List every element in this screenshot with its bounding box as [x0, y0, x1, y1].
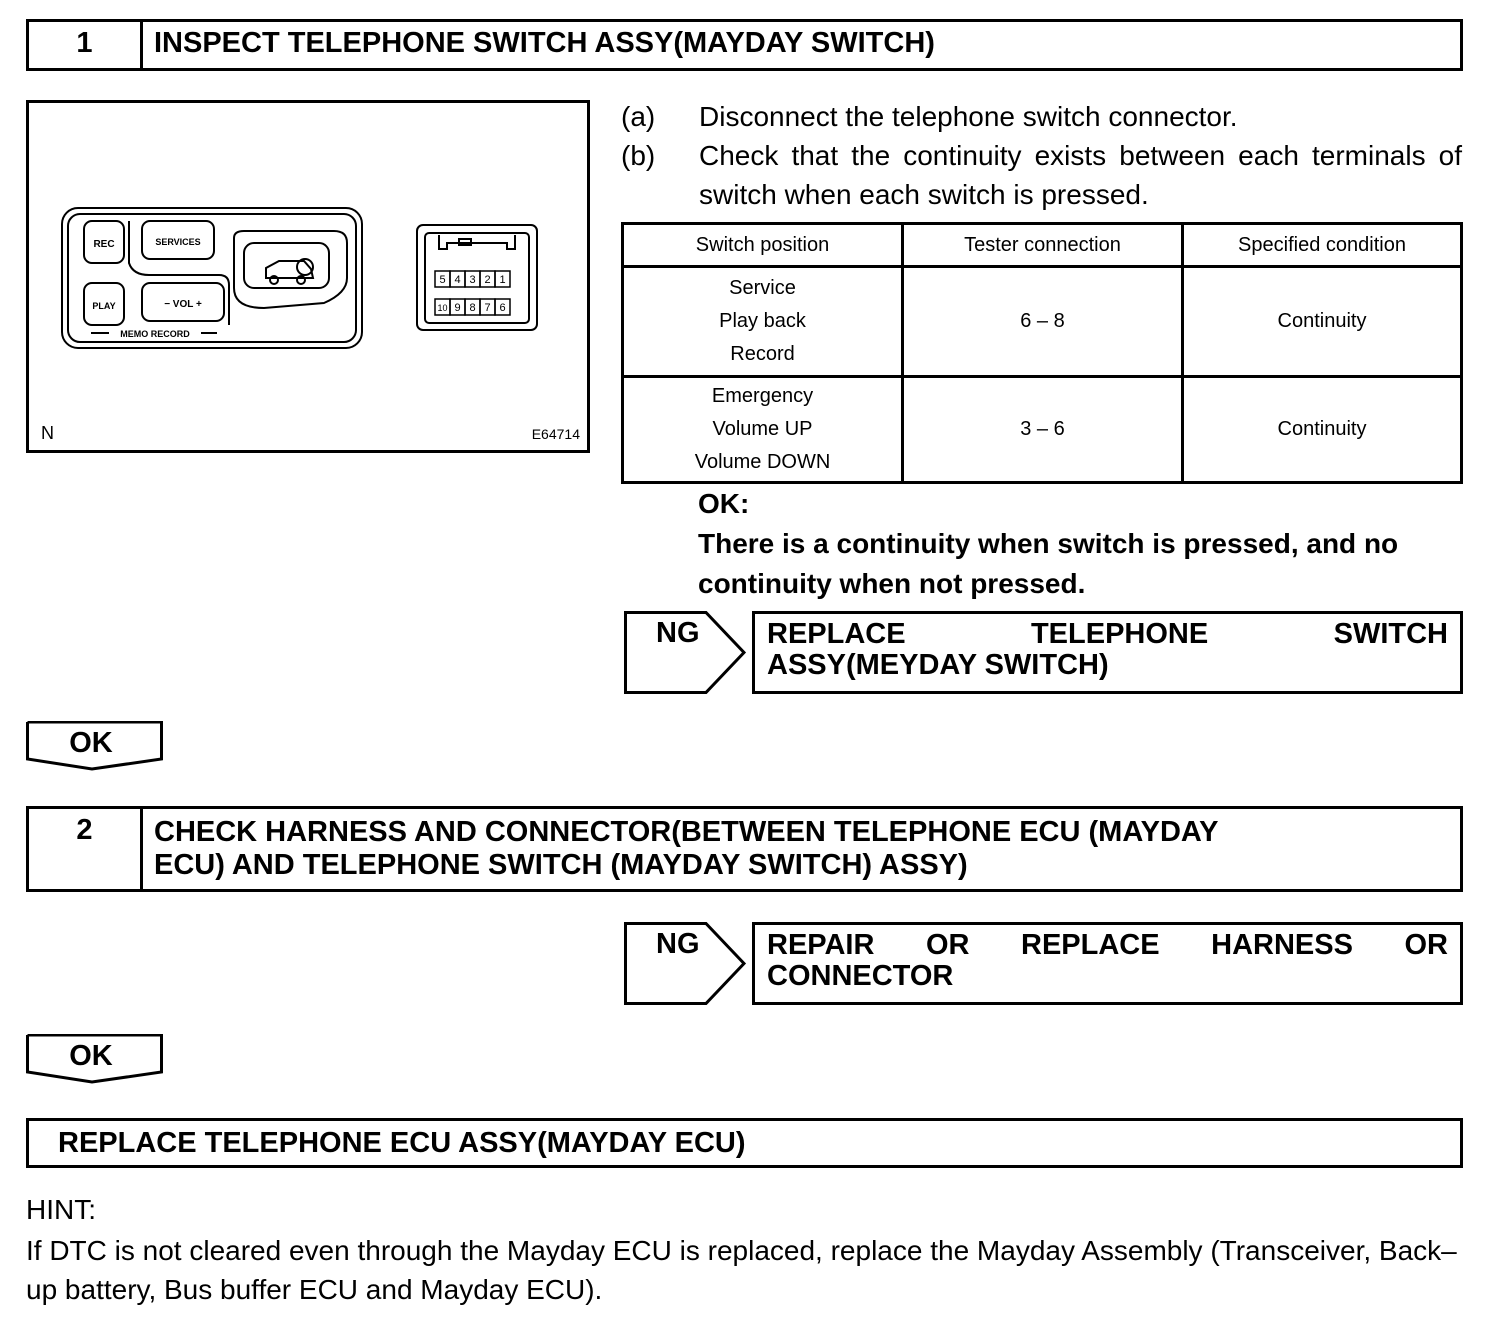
services-button-label: SERVICES [155, 237, 201, 247]
table-cell-switch-position [623, 377, 903, 483]
ng-action-line: ASSY(MEYDAY SWITCH) [767, 649, 1109, 681]
ok-tab-2 [26, 1034, 163, 1084]
step-number: 1 [29, 22, 143, 68]
pin-3: 3 [469, 274, 476, 286]
instruction-a [621, 97, 1463, 137]
pin-6: 6 [499, 302, 506, 314]
table-header: Switch position [623, 224, 903, 267]
table-header-row [623, 224, 1462, 267]
step-1-header [26, 19, 1463, 71]
table-header: Specified condition [1183, 224, 1462, 267]
figure-corner-label: N [41, 423, 54, 443]
switch-position: Volume DOWN [694, 451, 831, 473]
step-title [143, 809, 1460, 889]
figure-code: E64714 [531, 426, 580, 442]
switch-position: Play back [719, 310, 806, 332]
ng-label: NG [656, 928, 700, 960]
step-title: INSPECT TELEPHONE SWITCH ASSY(MAYDAY SWITCH) [154, 27, 935, 59]
hint-text: If DTC is not cleared even through the Mayday ECU is replaced, replace the Mayday Assembly (Transceiver, Back–up battery, Bus buffer ECU and Mayday ECU). [26, 1235, 1457, 1305]
table-cell-condition: Continuity [1183, 267, 1462, 377]
pin-8: 8 [469, 302, 476, 314]
switch-illustration [26, 100, 590, 453]
instruction-b [621, 136, 1463, 216]
final-action-box: REPLACE TELEPHONE ECU ASSY(MAYDAY ECU) [26, 1118, 1463, 1168]
pin-4: 4 [454, 274, 461, 286]
hint-label: HINT: [26, 1194, 96, 1225]
table-cell-tester: 6 – 8 [903, 267, 1183, 377]
vol-button-label: − VOL + [164, 299, 202, 310]
ok-tab-1 [26, 721, 163, 771]
ng-result-1 [624, 611, 1463, 694]
switch-diagram [29, 103, 587, 450]
step-2-header [26, 806, 1463, 892]
switch-position: Service [729, 277, 796, 299]
ok-label: OK: [698, 488, 750, 519]
instruction-text: Check that the continuity exists between each terminals of switch when each switch is pressed. [699, 140, 1462, 210]
table-cell-condition: Continuity [1183, 377, 1462, 483]
step-title-line: CHECK HARNESS AND CONNECTOR(BETWEEN TELEPHONE ECU (MAYDAY [154, 816, 1219, 848]
ng-action-line: CONNECTOR [767, 960, 954, 992]
table-row [623, 377, 1462, 483]
ng-action-box [752, 611, 1463, 694]
table-cell-tester: 3 – 6 [903, 377, 1183, 483]
step-number: 2 [29, 809, 143, 889]
table-cell-switch-position [623, 267, 903, 377]
ng-action-box [752, 922, 1463, 1005]
step-title-line: ECU) AND TELEPHONE SWITCH (MAYDAY SWITCH) ASSY) [154, 849, 968, 881]
pin-1: 1 [499, 274, 506, 286]
ok-tab-label: OK [69, 727, 113, 759]
switch-position: Volume UP [712, 418, 813, 440]
instruction-label: (a) [621, 101, 656, 132]
pin-2: 2 [484, 274, 491, 286]
instruction-label: (b) [621, 140, 656, 171]
pin-5: 5 [439, 274, 446, 286]
pin-7: 7 [484, 302, 491, 314]
ok-criteria: There is a continuity when switch is pressed, and no continuity when not pressed. [698, 528, 1399, 599]
ng-action-line: REPLACE TELEPHONE SWITCH [767, 618, 1448, 650]
spec-table [621, 222, 1463, 484]
table-row [623, 267, 1462, 377]
ok-tab-label: OK [69, 1040, 113, 1072]
switch-position: Emergency [711, 385, 814, 407]
table-header: Tester connection [903, 224, 1183, 267]
switch-position: Record [730, 343, 795, 365]
play-button-label: PLAY [92, 301, 116, 311]
instruction-text: Disconnect the telephone switch connector. [699, 101, 1238, 132]
ng-label: NG [656, 617, 700, 649]
pin-9: 9 [454, 302, 461, 314]
memo-record-label: MEMO RECORD [120, 329, 190, 339]
rec-button-label: REC [93, 239, 115, 250]
ng-result-2 [624, 922, 1463, 1005]
ng-action-line: REPAIR OR REPLACE HARNESS OR [767, 929, 1448, 961]
pin-10: 10 [437, 303, 448, 313]
